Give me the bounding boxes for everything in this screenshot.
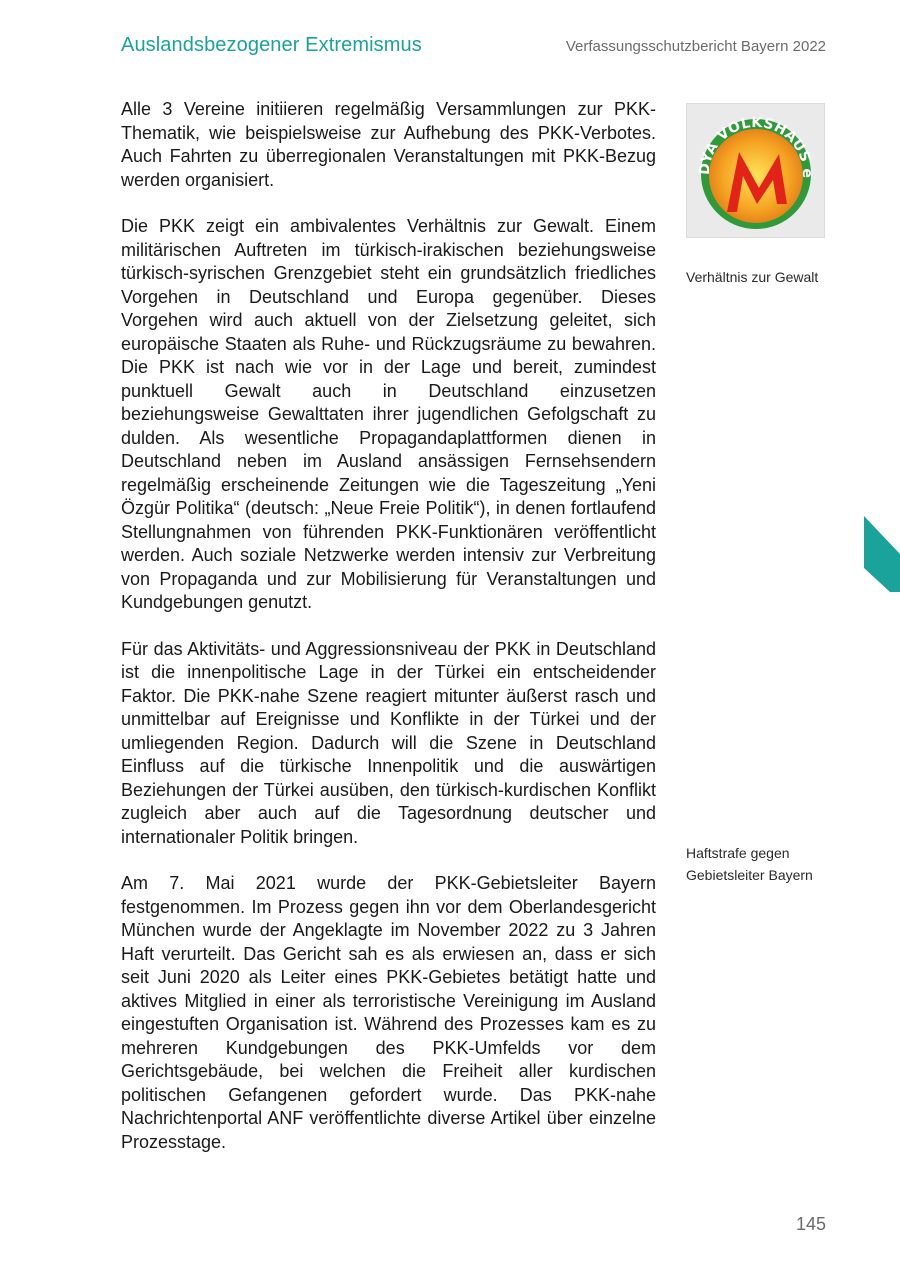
- page-number: 145: [795, 1214, 826, 1234]
- chapter-tab-marker: [864, 516, 900, 592]
- paragraph-associations: Alle 3 Vereine initiieren regelmäßig Versammlungen zur PKK-Thematik, wie beispielsweise zur Aufhebung des PKK-Verbotes. Auch Fahrten zu überregionalen Veranstaltungen mit PKK-Bezug werden organisiert.: [121, 99, 656, 190]
- paragraph-violence: Die PKK zeigt ein ambivalentes Verhältnis zur Gewalt. Einem militärischen Auftreten im türkisch-irakischen beziehungsweise türkisch-syrischen Grenzgebiet steht ein grundsätzlich friedliches Vorgehen in Deutschland und Europa gegenüber. Dieses Vorgehen wird auch aktuell von der Zielsetzung geleitet, sich europäische Staaten als Ruhe- und Rückzugsräume zu bewahren. Die PKK ist nach wie vor in der Lage und bereit, zumindest punktuell Gewalt auch in Deutschland einzusetzen beziehungsweise Gewalttaten ihrer jugendlichen Gefolgschaft zu dulden. Als wesentliche Propagandaplattformen dienen in Deutschland neben im Ausland ansässigen Fernsehsendern regelmäßig erscheinende Zeitungen wie die Tageszeitung „Yeni Özgür Politika“ (deutsch: „Neue Freie Politik“), in denen fortlaufend Stellungnahmen von führenden PKK-Funktionären veröffentlicht werden. Auch soziale Netzwerke werden intensiv zur Verbreitung von Propaganda und zur Mobilisierung für Veranstaltungen und Kundgebungen genutzt.: [121, 216, 656, 612]
- section-title: Auslandsbezogener Extremismus: [121, 34, 422, 56]
- margin-note-violence: Verhältnis zur Gewalt: [686, 269, 819, 285]
- margin-note-sentence: [686, 842, 813, 886]
- report-title: Verfassungsschutzbericht Bayern 2022: [565, 38, 826, 55]
- margin-note-sentence-line-2: Gebietsleiter Bayern: [686, 867, 813, 883]
- svg-text:MEDYA VOLKSHAUS e.V.: DYA VOLKSHAUS e: [696, 114, 816, 179]
- paragraph-regional-leader: Am 7. Mai 2021 wurde der PKK-Gebietsleiter Bayern festgenommen. Im Prozess gegen ihn vor dem Oberlandesgericht München wurde der Angeklagte im November 2022 zu 3 Jahren Haft verurteilt. Das Gericht sah es als erwiesen an, dass er sich seit Juni 2020 als Leiter eines PKK-Gebietes betätigt hatte und aktives Mitglied in einer als terroristische Vereinigung im Ausland eingestuften Organisation ist. Während des Prozesses kam es zu mehreren Kundgebungen des PKK-Umfelds vor dem Gerichtsgebäude, bei welchen die Freiheit aller kurdischen politischen Gefangenen gefordert wurde. Das PKK-nahe Nachrichtenportal ANF veröffentlichte diverse Artikel über einzelne Prozesstage.: [121, 873, 656, 1152]
- logo-graphic: [687, 104, 824, 237]
- medya-volkshaus-logo: [686, 103, 825, 238]
- main-text-block: [121, 98, 656, 1177]
- margin-note-sentence-line-1: Haftstrafe gegen: [686, 845, 790, 861]
- paragraph-activity-level: Für das Aktivitäts- und Aggressionsniveau der PKK in Deutschland ist die innenpolitische Lage in der Türkei ein entscheidender Faktor. Die PKK-nahe Szene reagiert mitunter äußerst rasch und unmittelbar auf Ereignisse und Konflikte in der Türkei und der umliegenden Region. Dadurch will die Szene in Deutschland Einfluss auf die türkische Innenpolitik und die auswärtigen Beziehungen der Türkei ausüben, den türkisch-kurdischen Konflikt zugleich aber auch auf die Tagesordnung deutscher und internationaler Politik bringen.: [121, 638, 656, 847]
